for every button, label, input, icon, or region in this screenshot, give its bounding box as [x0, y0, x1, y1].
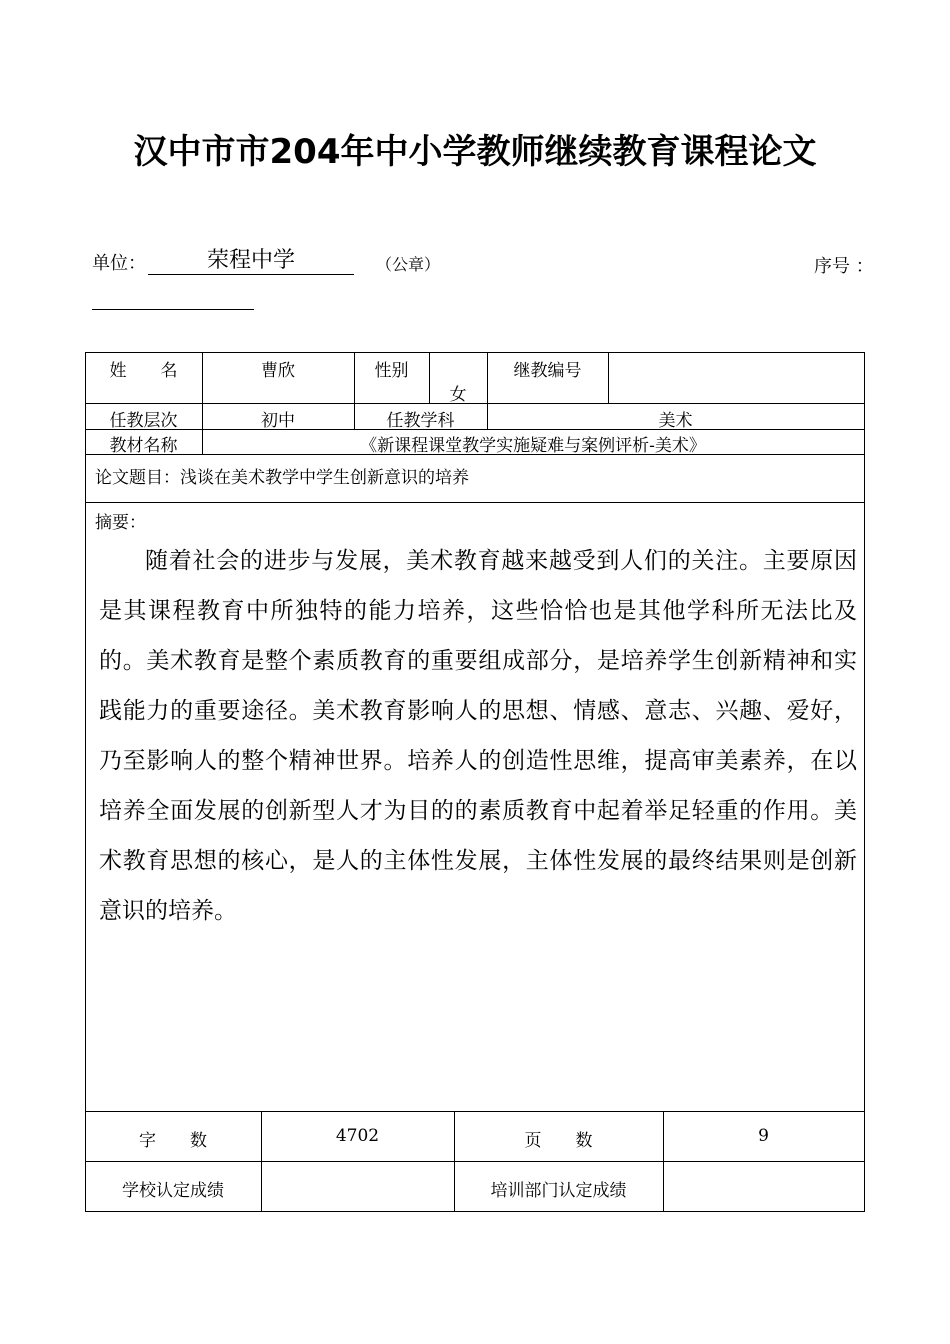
- training-grade-label: 培训部门认定成绩: [490, 1181, 627, 1201]
- teaching-subject-value: 美术: [658, 411, 693, 431]
- thesis-title-row: [95, 463, 469, 488]
- col-divider: [608, 352, 609, 403]
- page-count-label: 页 数: [524, 1131, 593, 1151]
- gender-value: 女: [449, 385, 467, 405]
- school-grade-label: 学校认定成绩: [122, 1181, 224, 1201]
- teaching-level-label: 任教层次: [109, 411, 178, 431]
- thesis-title-value: 浅谈在美术教学中学生创新意识的培养: [180, 468, 469, 488]
- abstract-label: 摘要：: [95, 513, 146, 533]
- word-count-value: 4702: [335, 1126, 380, 1146]
- teacher-id-label: 继教编号: [513, 361, 582, 381]
- name-value: 曹欣: [261, 361, 295, 381]
- table-border-left: [85, 352, 86, 1212]
- unit-value: 荣程中学: [148, 248, 354, 275]
- thesis-title-label: 论文题目：: [95, 468, 180, 488]
- thesis-form-table: [85, 352, 865, 1212]
- abstract-text: 随着社会的进步与发展，美术教育越来越受到人们的关注。主要原因是其课程教育中所独特的能力培养，这些恰恰也是其他学科所无法比及的。美术教育是整个素质教育的重要组成部分，是培养学生创新精神和实践能力的重要途径。美术教育影响人的思想、情感、意志、兴趣、爱好，乃至影响人的整个精神世界。培养人的创造性思维，提高审美素养，在以培养全面发展的创新型人才为目的的素质教育中起着举足轻重的作用。美术教育思想的核心，是人的主体性发展，主体性发展的最终结果则是创新意识的培养。: [99, 548, 857, 924]
- name-label: 姓 名: [109, 361, 178, 381]
- unit-label: 单位：: [92, 253, 146, 274]
- seal-label: （公章）: [376, 255, 441, 274]
- row-divider: [85, 1161, 865, 1162]
- unit-line: [92, 248, 440, 275]
- gender-label: 性别: [374, 361, 409, 381]
- serial-blank-line: [92, 309, 254, 310]
- textbook-label: 教材名称: [109, 436, 178, 456]
- row-divider: [85, 1111, 865, 1112]
- teaching-level-value: 初中: [261, 411, 295, 431]
- row-divider: [85, 502, 865, 503]
- word-count-label: 字 数: [139, 1131, 207, 1151]
- abstract-body: [99, 536, 857, 936]
- serial-label: 序号 ：: [814, 256, 874, 277]
- table-border-bottom: [85, 1211, 865, 1212]
- page-count-value: 9: [758, 1126, 769, 1146]
- teaching-subject-label: 任教学科: [386, 411, 455, 431]
- textbook-value: 《新课程课堂教学实施疑难与案例评析-美术》: [360, 436, 706, 456]
- document-title: 汉中市市204年中小学教师继续教育课程论文: [133, 132, 817, 172]
- table-border-right: [864, 352, 865, 1212]
